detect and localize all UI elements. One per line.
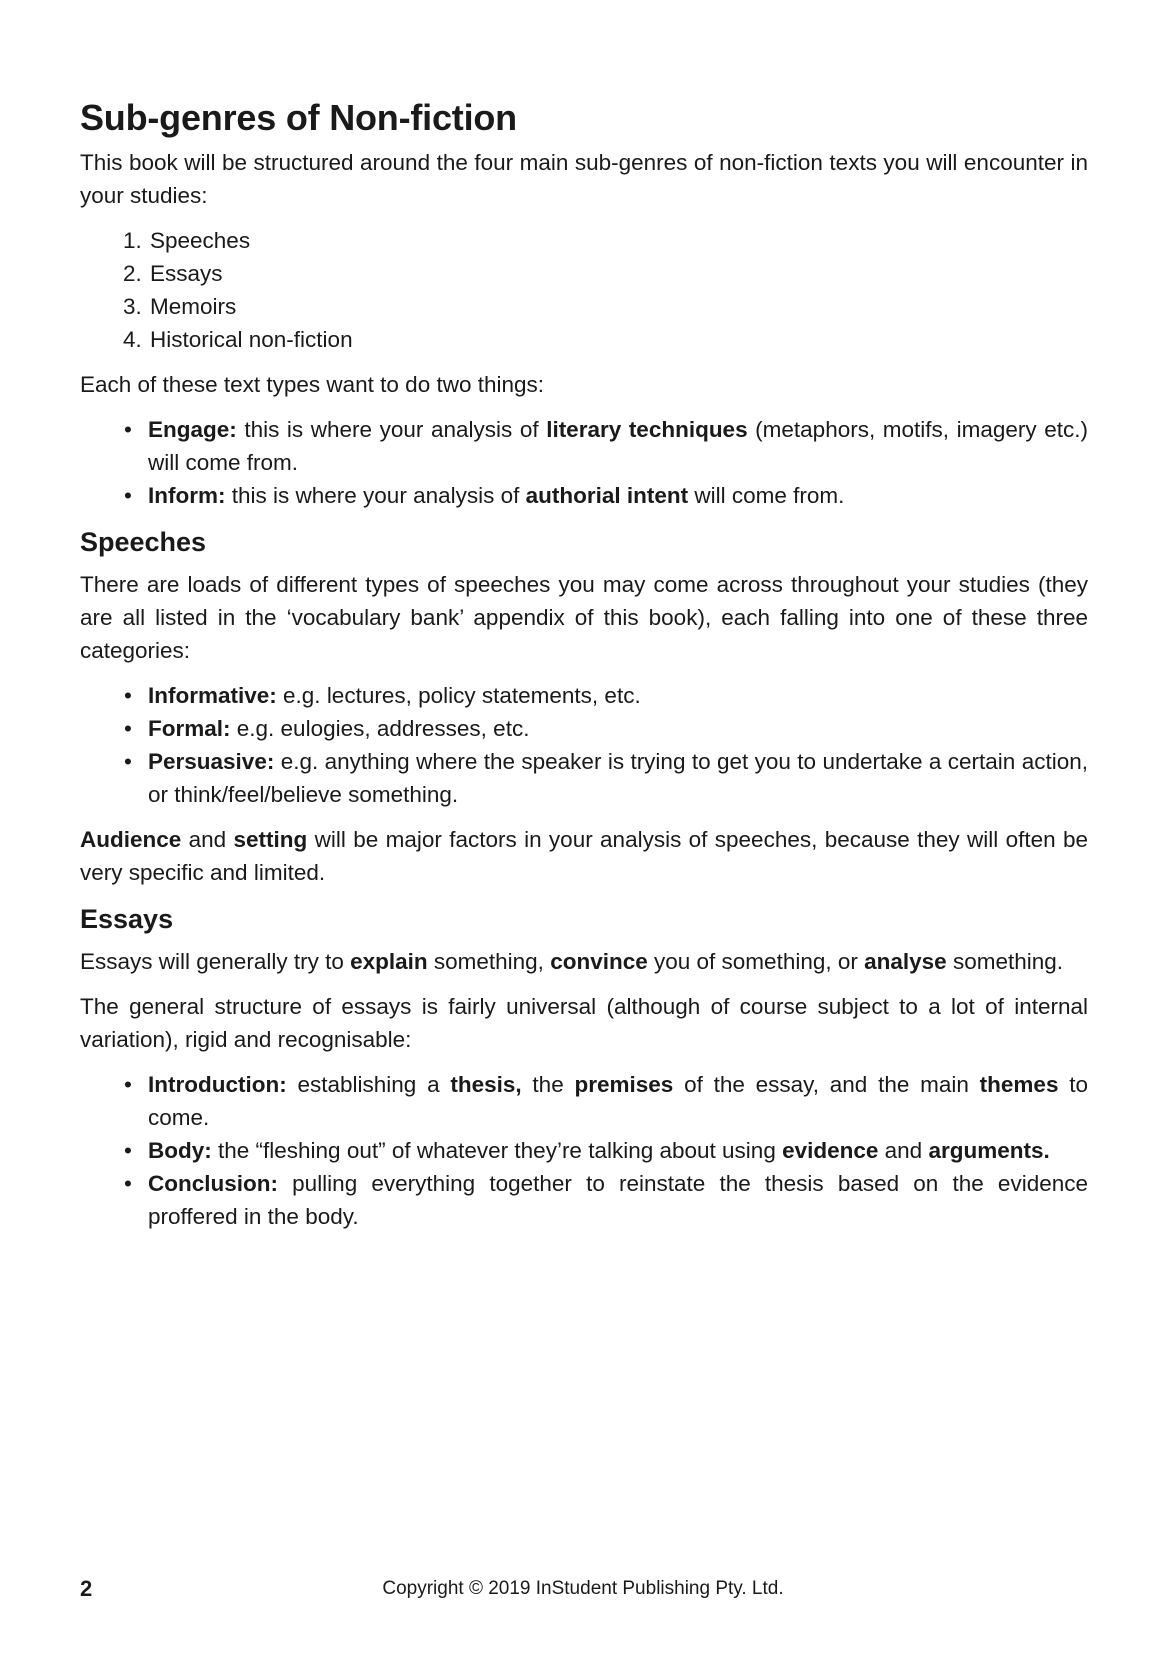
two-things-intro: Each of these text types want to do two things:	[80, 372, 545, 397]
list-item-introduction	[124, 1068, 1088, 1134]
list-item-engage	[124, 413, 1088, 479]
text: of the essay, and the main	[673, 1072, 980, 1097]
subgenre-item: 2. Essays	[148, 257, 1088, 290]
essay-structure-list	[80, 1068, 1088, 1233]
text: you of something, or	[647, 949, 865, 974]
page-number: 2	[80, 1576, 93, 1601]
text: something.	[946, 949, 1063, 974]
essays-paragraph-1	[80, 945, 1088, 978]
text: to come.	[148, 1072, 1089, 1130]
emphasis: convince	[550, 949, 648, 974]
list-item-persuasive	[124, 745, 1088, 811]
text: will come from.	[688, 483, 845, 508]
text: this is where your analysis of	[225, 483, 526, 508]
list-item-body	[124, 1134, 1088, 1167]
term: Engage:	[148, 417, 237, 442]
subgenre-item: 4. Historical non-fiction	[148, 323, 1088, 356]
text: Essays will generally try to	[80, 949, 351, 974]
emphasis: themes	[979, 1072, 1059, 1097]
speeches-intro: There are loads of different types of speeches you may come across throughout your studies (they are all listed in the ‘vocabulary bank’ appendix of this book), each falling into one of these three categories:	[80, 572, 1088, 663]
text: (metaphors, motifs, imagery etc.) will come from.	[148, 417, 1088, 475]
speech-category-list	[80, 679, 1088, 811]
emphasis: literary techniques	[546, 417, 748, 442]
intro-paragraph: This book will be structured around the four main sub-genres of non-fiction texts you will encounter in your studies:	[80, 150, 1088, 208]
text: e.g. anything where the speaker is trying to get you to undertake a certain action, or think/feel/believe something.	[148, 749, 1088, 807]
text: e.g. eulogies, addresses, etc.	[230, 716, 530, 741]
page-content	[80, 96, 1088, 1245]
two-things-list	[80, 413, 1088, 512]
text: something,	[427, 949, 551, 974]
emphasis: authorial intent	[525, 483, 689, 508]
text: e.g. lectures, policy statements, etc.	[276, 683, 641, 708]
term: Formal:	[148, 716, 231, 741]
subgenre-list	[80, 224, 1088, 356]
emphasis: arguments.	[928, 1138, 1050, 1163]
term: Persuasive:	[148, 749, 275, 774]
term: Body:	[148, 1138, 212, 1163]
essays-paragraph-2: The general structure of essays is fairly universal (although of course subject to a lot of internal variation), rigid and recognisable:	[80, 994, 1088, 1052]
page-title: Sub-genres of Non-fiction	[80, 97, 517, 138]
text: will be major factors in your analysis of speeches, because they will often be very specific and limited.	[80, 827, 1088, 885]
text: this is where your analysis of	[236, 417, 547, 442]
emphasis: premises	[574, 1072, 674, 1097]
text: and	[878, 1138, 929, 1163]
list-item-informative	[124, 679, 1088, 712]
emphasis: thesis,	[450, 1072, 522, 1097]
text: establishing a	[286, 1072, 451, 1097]
speeches-closing	[80, 823, 1088, 889]
text: the	[521, 1072, 575, 1097]
emphasis: explain	[350, 949, 428, 974]
subgenre-item: 3. Memoirs	[148, 290, 1088, 323]
text: and	[181, 827, 234, 852]
list-item-formal	[124, 712, 1088, 745]
copyright-notice: Copyright © 2019 InStudent Publishing Pty. Ltd.	[382, 1578, 784, 1599]
emphasis: Audience	[80, 827, 182, 852]
emphasis: analyse	[864, 949, 947, 974]
list-item-inform	[124, 479, 1088, 512]
text: the “fleshing out” of whatever they’re talking about using	[211, 1138, 783, 1163]
list-item-conclusion	[124, 1167, 1088, 1233]
term: Informative:	[148, 683, 277, 708]
term: Introduction:	[148, 1072, 287, 1097]
subgenre-item: 1. Speeches	[148, 224, 1088, 257]
section-heading-speeches: Speeches	[80, 527, 207, 557]
text: pulling everything together to reinstate the thesis based on the evidence proffered in the body.	[148, 1171, 1088, 1229]
emphasis: setting	[233, 827, 308, 852]
section-heading-essays: Essays	[80, 904, 174, 934]
term: Conclusion:	[148, 1171, 278, 1196]
term: Inform:	[148, 483, 226, 508]
emphasis: evidence	[782, 1138, 879, 1163]
